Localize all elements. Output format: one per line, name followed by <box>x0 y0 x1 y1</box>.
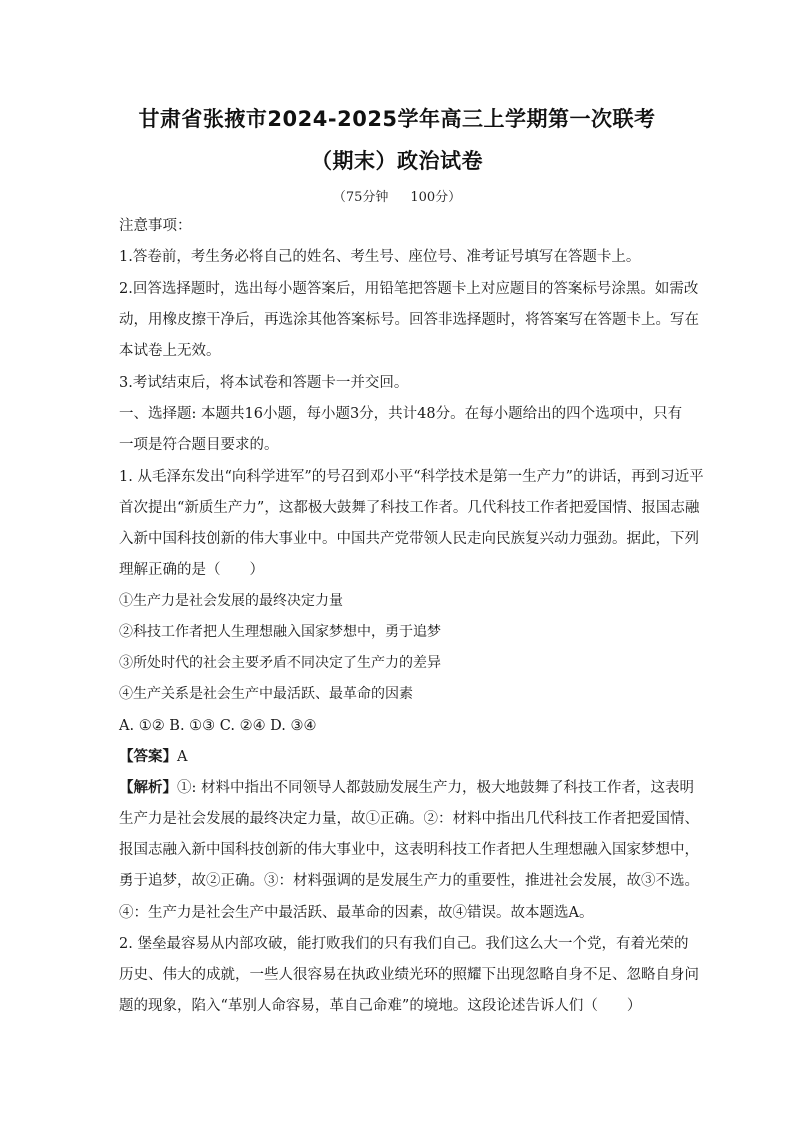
notice-line: 2.回答选择题时，选出每小题答案后，用铅笔把答题卡上对应题目的答案标号涂黑。如需改 <box>119 281 699 297</box>
question-1-choices: A. ①② B. ①③ C. ②④ D. ③④ <box>119 718 317 734</box>
question-1-analysis: ④：生产力是社会生产中最活跃、最革命的因素，故④错误。故本题选A。 <box>119 905 594 921</box>
question-1-stem: 理解正确的是（ ） <box>119 562 264 578</box>
answer-label: 【答案】 <box>119 748 177 765</box>
exam-title-line1: 甘肃省张掖市2024-2025学年高三上学期第一次联考 <box>138 107 656 131</box>
notice-line: 3.考试结束后，将本试卷和答题卡一并交回。 <box>119 375 409 391</box>
question-1-item: ②科技工作者把人生理想融入国家梦想中，勇于追梦 <box>119 624 441 640</box>
question-1-stem: 入新中国科技创新的伟大事业中。中国共产党带领人民走向民族复兴动力强劲。据此，下列 <box>119 531 699 547</box>
question-1-analysis: 报国志融入新中国科技创新的伟大事业中，这表明科技工作者把人生理想融入国家梦想中， <box>119 842 699 858</box>
question-1-item: ③所处时代的社会主要矛盾不同决定了生产力的差异 <box>119 655 441 671</box>
question-1-stem: 1. 从毛泽东发出“向科学进军”的号召到邓小平“科学技术是第一生产力”的讲话，再到习近平 <box>119 469 704 485</box>
section-heading: 一项是符合题目要求的。 <box>119 437 279 453</box>
exam-duration: （75分钟 <box>332 190 389 205</box>
exam-info <box>0 186 794 205</box>
question-1-answer <box>119 747 679 767</box>
question-2-stem: 题的现象，陷入“革别人命容易，革自己命难”的境地。这段论述告诉人们（ ） <box>119 998 642 1014</box>
answer-value: A <box>177 749 188 765</box>
question-1-analysis <box>119 778 694 798</box>
question-1-analysis: 生产力是社会发展的最终决定力量，故①正确。②：材料中指出几代科技工作者把爱国情、 <box>119 811 699 827</box>
question-2-stem: 2. 堡垒最容易从内部攻破，能打败我们的只有我们自己。我们这么大一个党，有着光荣的 <box>119 936 689 952</box>
section-heading: 一、选择题: 本题共16小题，每小题3分，共计48分。在每小题给出的四个选项中，只有 <box>119 406 683 422</box>
question-1-analysis: 勇于追梦，故②正确。③：材料强调的是发展生产力的重要性，推进社会发展，故③不选。 <box>119 873 699 889</box>
exam-total-score: 100分） <box>410 190 462 205</box>
notice-heading: 注意事项： <box>119 218 192 234</box>
exam-title-line2: （期末）政治试卷 <box>311 149 483 173</box>
question-1-item: ①生产力是社会发展的最终决定力量 <box>119 593 343 609</box>
question-1-stem: 首次提出“新质生产力”，这都极大鼓舞了科技工作者。几代科技工作者把爱国情、报国志融 <box>119 500 700 516</box>
notice-line: 动，用橡皮擦干净后，再选涂其他答案标号。回答非选择题时，将答案写在答题卡上。写在 <box>119 312 699 328</box>
notice-line: 1.答卷前，考生务必将自己的姓名、考生号、座位号、准考证号填写在答题卡上。 <box>119 249 641 265</box>
question-1-item: ④生产关系是社会生产中最活跃、最革命的因素 <box>119 686 413 702</box>
analysis-label: 【解析】 <box>119 779 177 796</box>
question-2-stem: 历史、伟大的成就，一些人很容易在执政业绩光环的照耀下出现忽略自身不足、忽略自身问 <box>119 967 699 983</box>
analysis-text: ①: 材料中指出不同领导人都鼓励发展生产力，极大地鼓舞了科技工作者，这表明 <box>177 780 694 796</box>
notice-line: 本试卷上无效。 <box>119 343 221 359</box>
